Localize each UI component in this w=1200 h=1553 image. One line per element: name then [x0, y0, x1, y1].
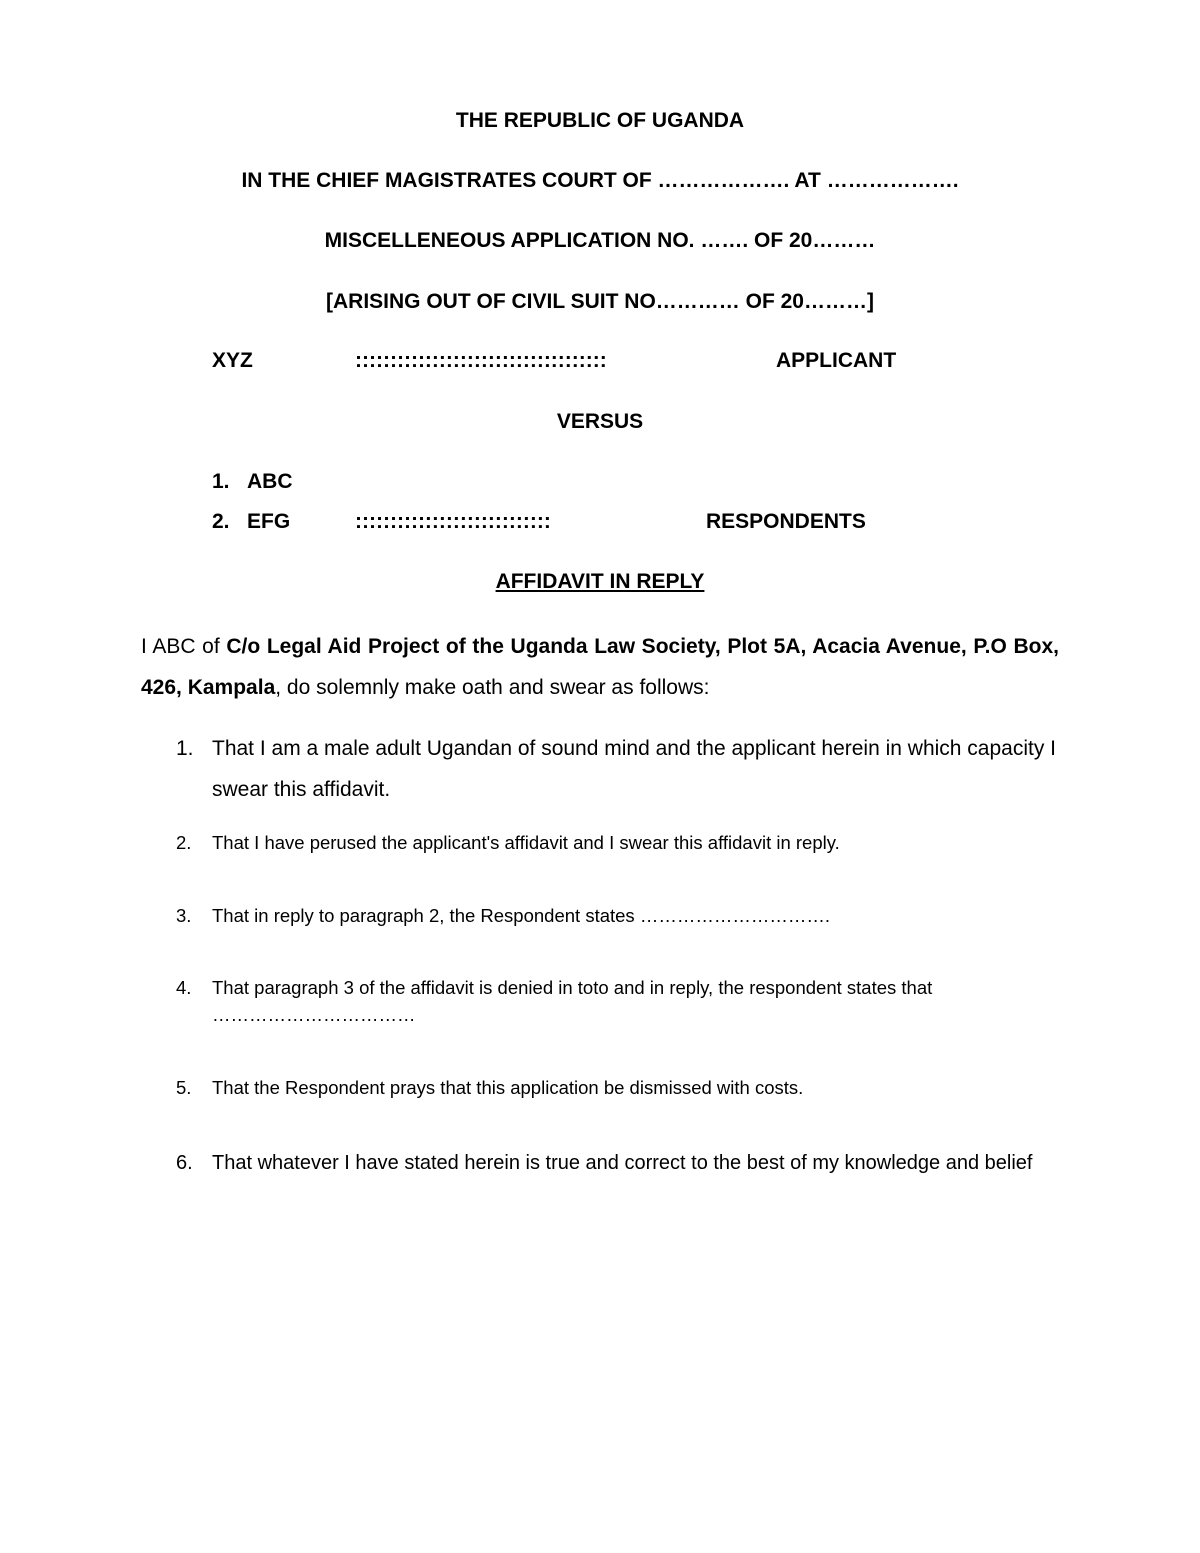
applicant-dots: ::::::::::::::::::::::::::::::::::::	[355, 349, 607, 372]
paragraph-number: 1.	[176, 737, 194, 760]
paragraph-4	[141, 974, 1059, 1028]
paragraph-1	[141, 728, 1059, 810]
arising-heading: [ARISING OUT OF CIVIL SUIT NO………… OF 20………]	[326, 290, 874, 313]
republic-heading: THE REPUBLIC OF UGANDA	[455, 109, 745, 132]
paragraph-text: That whatever I have stated herein is true and correct to the best of my knowledge and belief	[212, 1152, 1033, 1174]
applicant-name: XYZ	[212, 349, 253, 372]
paragraph-text: That in reply to paragraph 2, the Respondent states ………………………….	[212, 905, 830, 926]
applicant-role: APPLICANT	[776, 349, 897, 372]
respondent2-num: 2.	[212, 510, 230, 533]
intro-address: C/o Legal Aid Project of the Uganda Law Society, Plot 5A, Acacia Avenue, P.O Box, 426, Kampala	[141, 635, 1059, 699]
paragraph-6	[141, 1150, 1059, 1176]
affidavit-title: AFFIDAVIT IN REPLY	[495, 570, 705, 593]
court-heading: IN THE CHIEF MAGISTRATES COURT OF ………………. AT ……………….	[241, 169, 959, 192]
intro-suffix: , do solemnly make oath and swear as follows:	[275, 676, 710, 699]
paragraph-number: 3.	[176, 905, 192, 926]
intro-prefix: I ABC of	[141, 635, 227, 658]
respondent-dots: ::::::::::::::::::::::::::::	[355, 510, 551, 533]
paragraph-2	[141, 829, 1059, 856]
paragraph-number: 5.	[176, 1077, 192, 1098]
respondent2-name: EFG	[247, 510, 291, 533]
paragraph-text: That paragraph 3 of the affidavit is denied in toto and in reply, the respondent states that ……………………………	[212, 977, 933, 1025]
respondent1-name: ABC	[247, 470, 293, 493]
paragraph-number: 4.	[176, 977, 192, 998]
paragraph-number: 2.	[176, 832, 192, 853]
paragraph-text: That I am a male adult Ugandan of sound mind and the applicant herein in which capacity I swear this affidavit.	[212, 737, 1057, 801]
paragraph-text: That the Respondent prays that this application be dismissed with costs.	[212, 1077, 804, 1098]
respondent1-num: 1.	[212, 470, 230, 493]
paragraph-5	[141, 1074, 1059, 1101]
respondent-role: RESPONDENTS	[706, 510, 866, 533]
paragraph-3	[141, 902, 1059, 929]
paragraph-text: That I have perused the applicant's affidavit and I swear this affidavit in reply.	[212, 832, 840, 853]
intro-paragraph	[141, 626, 1059, 708]
application-heading: MISCELLENEOUS APPLICATION NO. ……. OF 20………	[324, 229, 876, 252]
versus-label: VERSUS	[556, 410, 644, 433]
paragraph-number: 6.	[176, 1152, 193, 1174]
